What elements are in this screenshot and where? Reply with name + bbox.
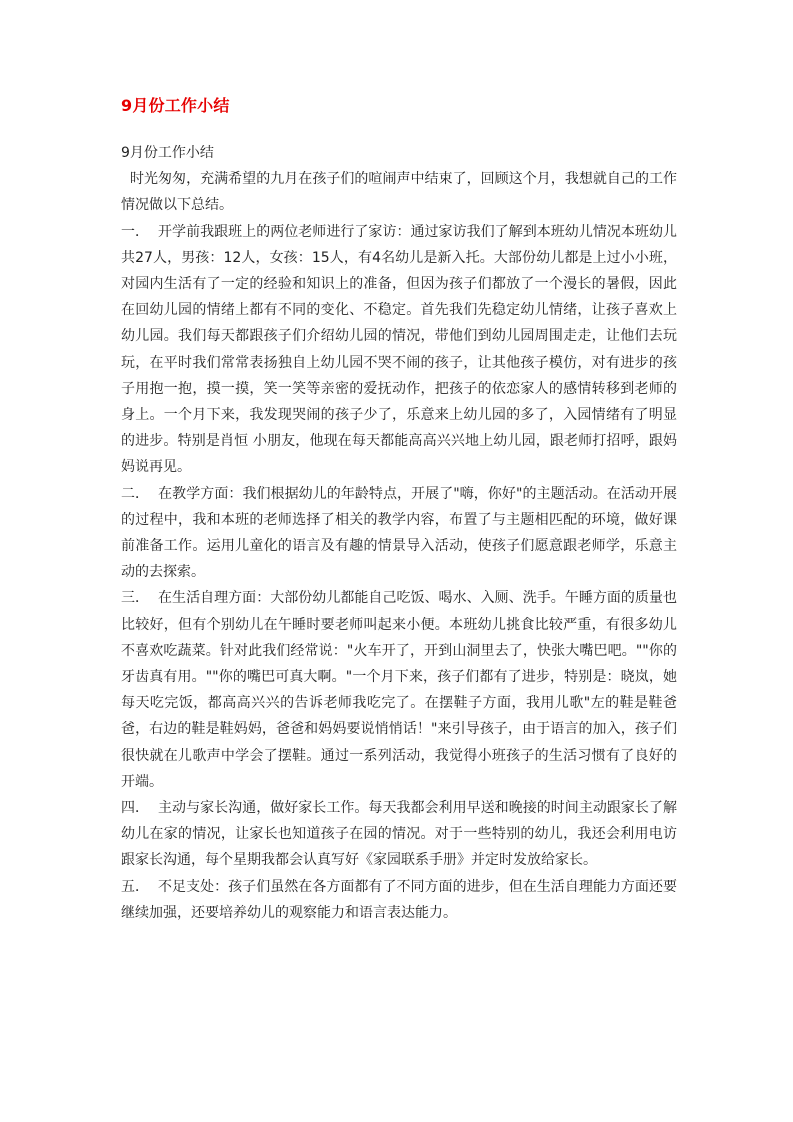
- document-title: 9月份工作小结: [121, 96, 230, 115]
- document-content: [121, 94, 677, 926]
- paragraph-section-4: 四． 主动与家长沟通，做好家长工作。每天我都会利用早送和晚接的时间主动跟家长了解幼儿在家的情况，让家长也知道孩子在园的情况。对于一些特别的幼儿，我还会利用电访跟家长沟通，每个星期我都会认真写好《家园联系手册》并定时发放给家长。: [121, 800, 677, 869]
- paragraph-section-2: 二． 在教学方面：我们根据幼儿的年龄特点，开展了"嗨，你好"的主题活动。在活动开展的过程中，我和本班的老师选择了相关的教学内容，布置了与主题相匹配的环境，做好课前准备工作。运用儿童化的语言及有趣的情景导入活动，使孩子们愿意跟老师学，乐意主动的去探索。: [121, 485, 677, 581]
- document-body: [121, 140, 677, 926]
- document-subtitle: 9月份工作小结: [121, 145, 214, 161]
- paragraph-section-3: 三． 在生活自理方面：大部份幼儿都能自己吃饭、喝水、入厕、洗手。午睡方面的质量也比较好，但有个别幼儿在午睡时要老师叫起来小便。本班幼儿挑食比较严重，有很多幼儿不喜欢吃蔬菜。针对此我们经常说："火车开了，开到山洞里去了，快张大嘴巴吧。""你的牙齿真有用。""你的嘴巴可真大啊。"一个月下来，孩子们都有了进步，特别是：晓岚，她每天吃完饭，都高高兴兴的告诉老师我吃完了。在摆鞋子方面，我用儿歌"左的鞋是鞋爸爸，右边的鞋是鞋妈妈，爸爸和妈妈要说悄悄话！"来引导孩子，由于语言的加入，孩子们很快就在儿歌声中学会了摆鞋。通过一系列活动，我觉得小班孩子的生活习惯有了良好的开端。: [121, 590, 677, 790]
- paragraph-section-1: 一． 开学前我跟班上的两位老师进行了家访：通过家访我们了解到本班幼儿情况本班幼儿共27人，男孩：12人，女孩：15人，有4名幼儿是新入托。大部份幼儿都是上过小小班，对园内生活有了一定的经验和知识上的准备，但因为孩子们都放了一个漫长的暑假，因此在回幼儿园的情绪上都有不同的变化、不稳定。首先我们先稳定幼儿情绪，让孩子喜欢上幼儿园。我们每天都跟孩子们介绍幼儿园的情况，带他们到幼儿园周围走走，让他们去玩玩，在平时我们常常表扬独自上幼儿园不哭不闹的孩子，让其他孩子模仿，对有进步的孩子用抱一抱，摸一摸，笑一笑等亲密的爱抚动作，把孩子的依恋家人的感情转移到老师的身上。一个月下来，我发现哭闹的孩子少了，乐意来上幼儿园的多了，入园情绪有了明显的进步。特别是肖恒 小朋友，他现在每天都能高高兴兴地上幼儿园，跟老师打招呼，跟妈妈说再见。: [121, 223, 677, 476]
- paragraph-intro: 时光匆匆，充满希望的九月在孩子们的喧闹声中结束了，回顾这个月，我想就自己的工作情况做以下总结。: [121, 171, 678, 214]
- paragraph-section-5: 五． 不足支处：孩子们虽然在各方面都有了不同方面的进步，但在生活自理能力方面还要继续加强，还要培养幼儿的观察能力和语言表达能力。: [121, 878, 677, 921]
